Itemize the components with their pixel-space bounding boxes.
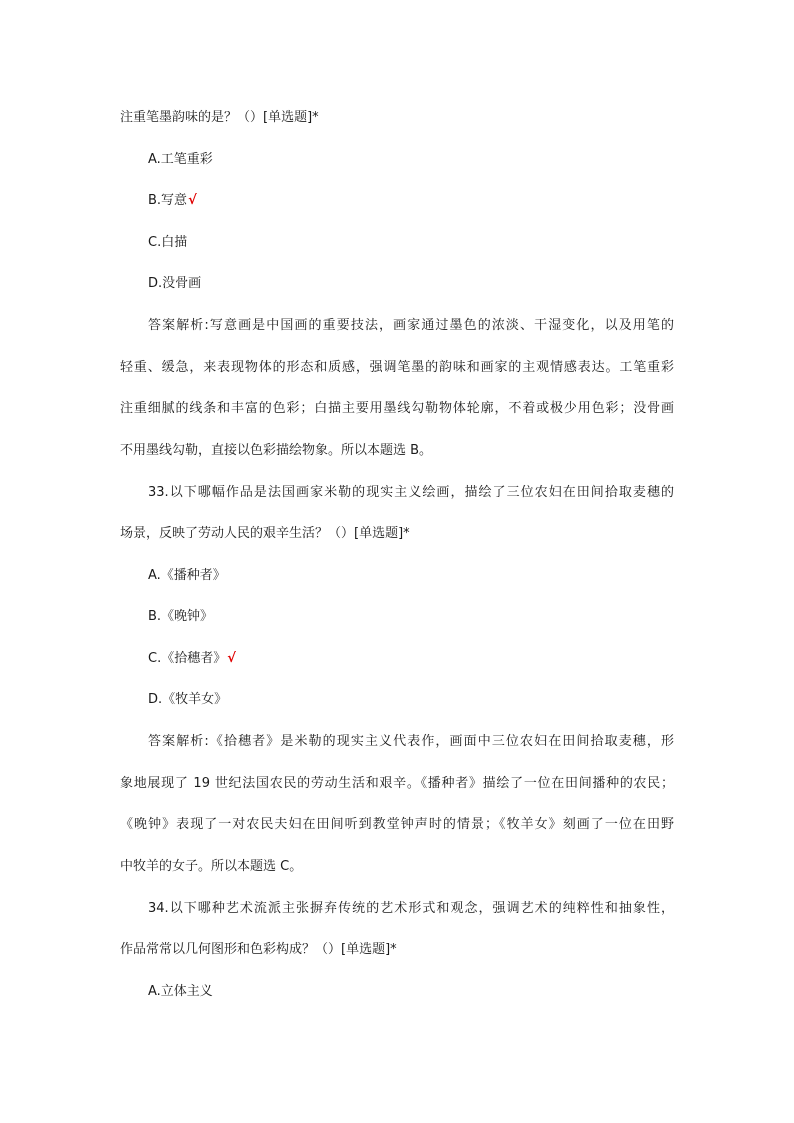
- q33-question-text: 33.以下哪幅作品是法国画家米勒的现实主义绘画，描绘了三位农妇在田间拾取麦穗的: [148, 485, 674, 500]
- q33-option-a: A.《播种者》: [148, 568, 226, 583]
- q34-question-text: 作品常常以几何图形和色彩构成？（）[单选题]*: [120, 942, 397, 957]
- q32-analysis-line: 轻重、缓急，来表现物体的形态和质感，强调笔墨的韵味和画家的主观情感表达。工笔重彩: [120, 360, 674, 375]
- q32-question-text: 注重笔墨韵味的是？（）[单选题]*: [120, 110, 319, 125]
- q32-option-b: [148, 192, 197, 210]
- q33-analysis-line: 《晚钟》表现了一对农民夫妇在田间听到教堂钟声时的情景；《牧羊女》刻画了一位在田野: [120, 817, 674, 832]
- q33-analysis-line: 中牧羊的女子。所以本题选 C。: [120, 859, 303, 874]
- q34-question-text: 34.以下哪种艺术流派主张摒弃传统的艺术形式和观念，强调艺术的纯粹性和抽象性，: [148, 901, 674, 916]
- correct-check-icon: √: [188, 193, 197, 208]
- q32-option-b-label: B.写意: [148, 193, 188, 208]
- q33-option-d: D.《牧羊女》: [148, 692, 228, 707]
- q32-analysis-line: 不用墨线勾勒，直接以色彩描绘物象。所以本题选 B。: [120, 443, 433, 458]
- correct-check-icon: √: [227, 651, 236, 666]
- q32-analysis-line: 注重细腻的线条和丰富的色彩；白描主要用墨线勾勒物体轮廓，不着或极少用色彩；没骨画: [120, 401, 674, 416]
- q32-option-c: C.白描: [148, 235, 188, 250]
- q33-option-c-label: C.《拾穗者》: [148, 651, 227, 666]
- q33-analysis-line: 答案解析:《拾穗者》是米勒的现实主义代表作，画面中三位农妇在田间拾取麦穗，形: [148, 734, 674, 749]
- q33-option-b: B.《晚钟》: [148, 609, 214, 624]
- q32-analysis-line: 答案解析:写意画是中国画的重要技法，画家通过墨色的浓淡、干湿变化，以及用笔的: [148, 318, 674, 333]
- q33-question-text: 场景，反映了劳动人民的艰辛生活？（）[单选题]*: [120, 526, 410, 541]
- q32-option-a: A.工笔重彩: [148, 152, 213, 167]
- q34-option-a: A.立体主义: [148, 984, 213, 999]
- q33-option-c: [148, 650, 236, 668]
- q32-option-d: D.没骨画: [148, 276, 202, 291]
- q33-analysis-line: 象地展现了 19 世纪法国农民的劳动生活和艰辛。《播种者》描绘了一位在田间播种的农民；: [120, 776, 674, 791]
